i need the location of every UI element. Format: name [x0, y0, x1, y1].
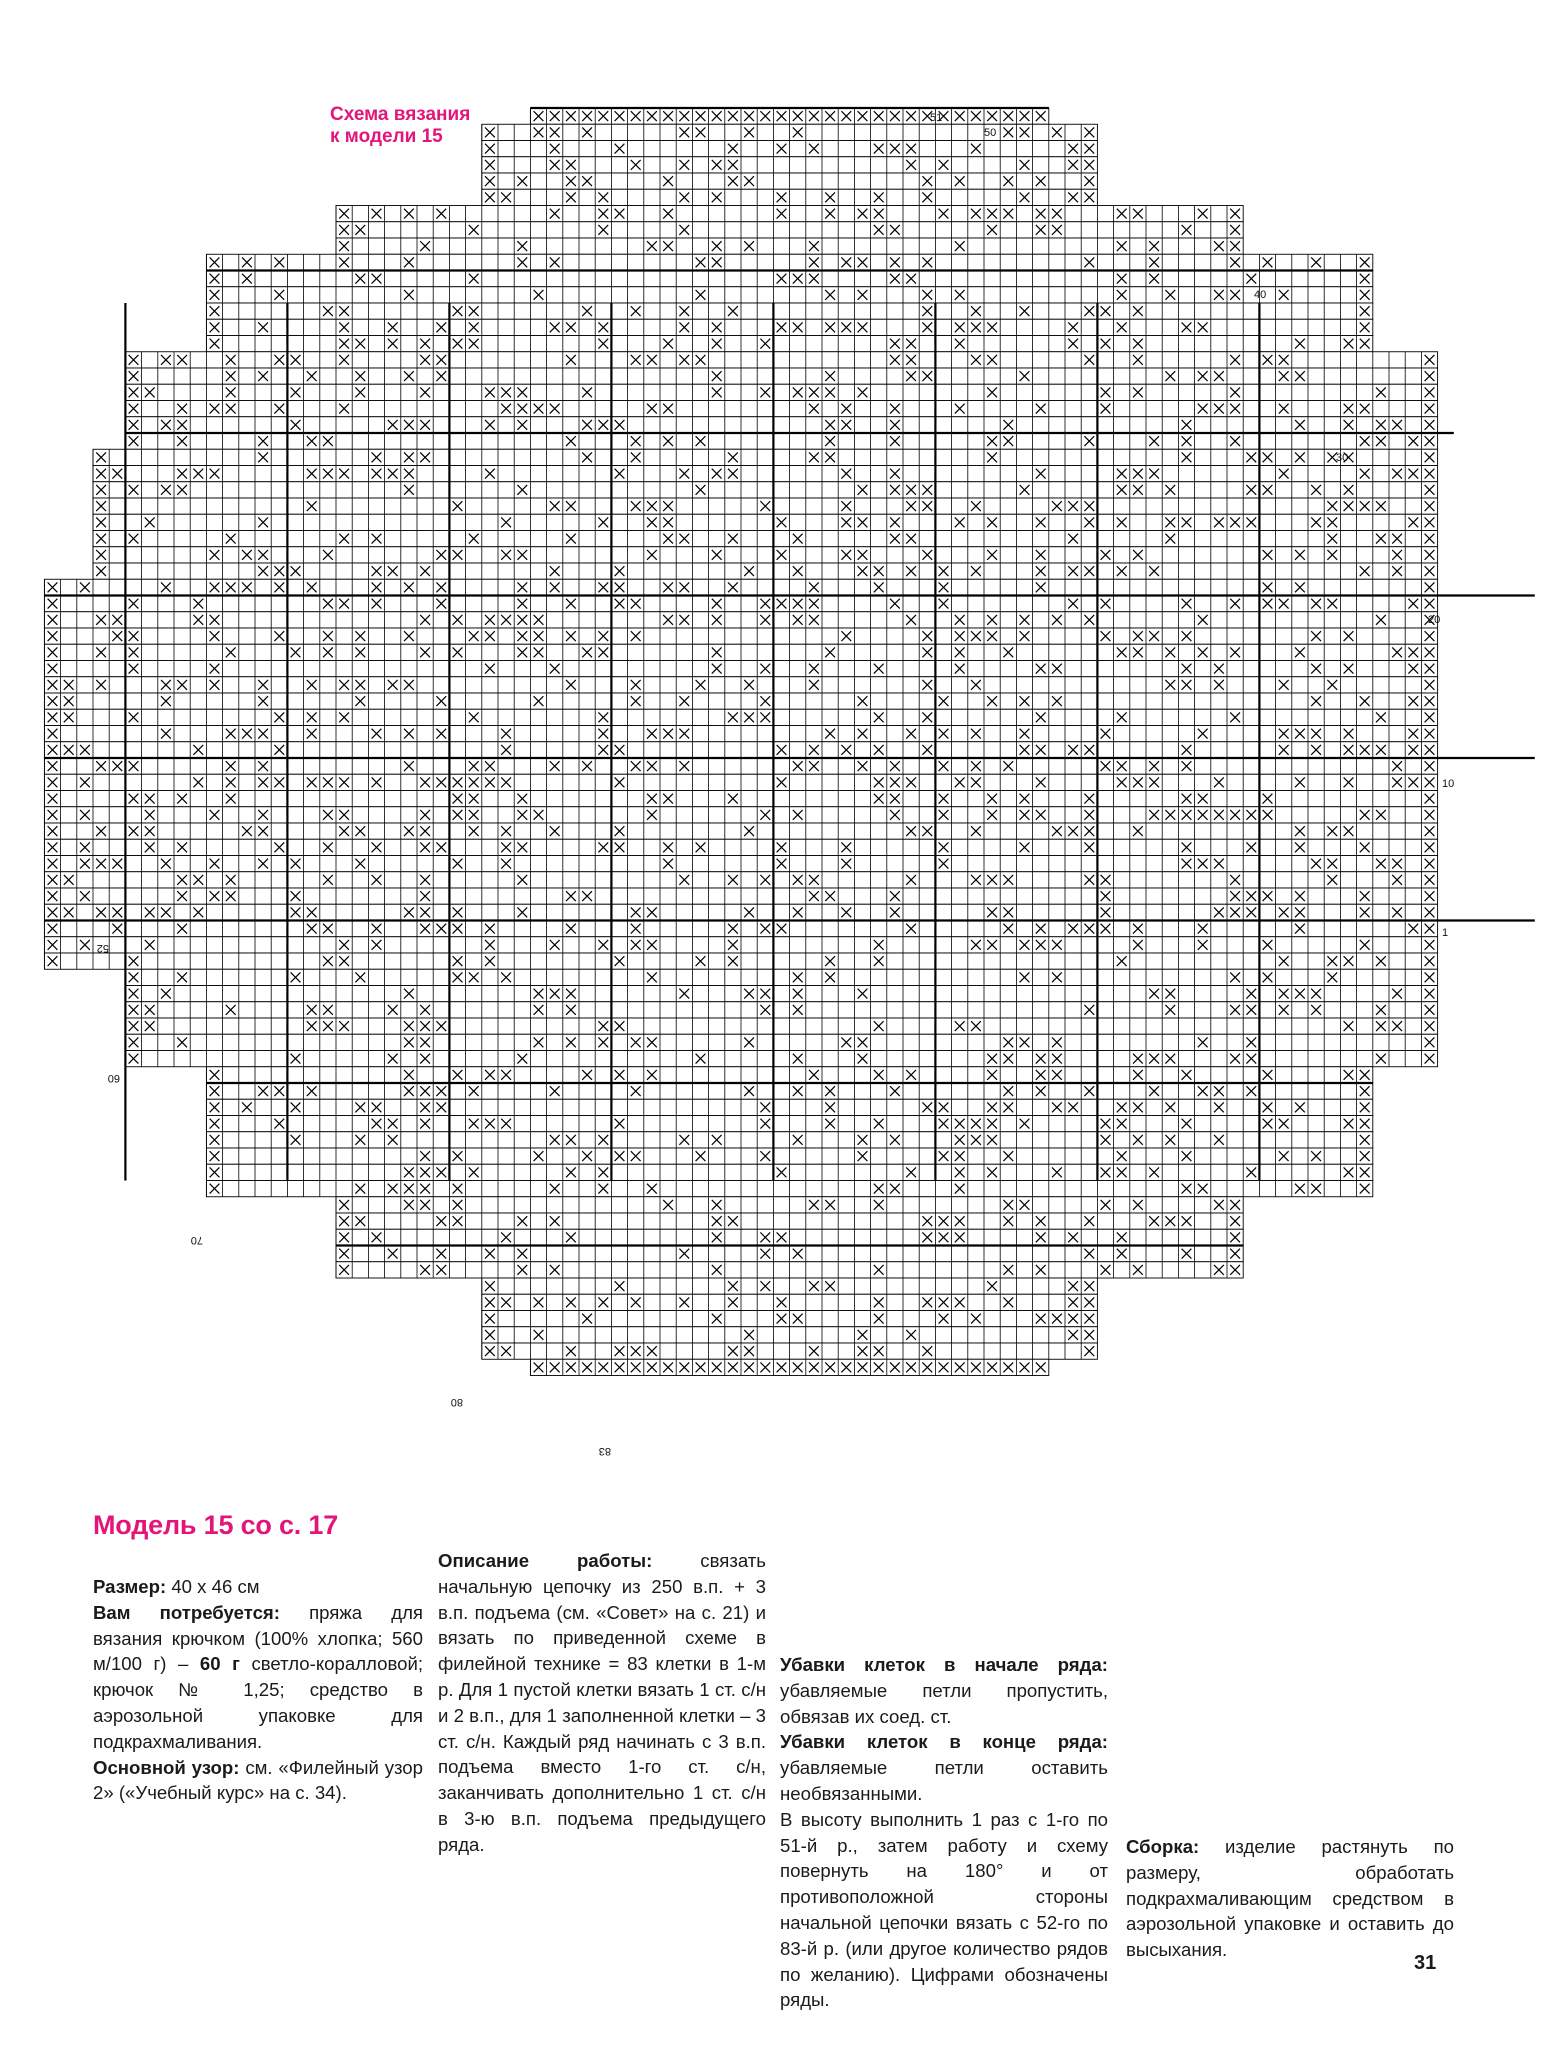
chart-row [93, 449, 1438, 465]
chart-row [125, 368, 1437, 384]
chart-row [125, 433, 1437, 449]
chart-row [125, 384, 1437, 400]
chart-row [93, 531, 1438, 547]
chart-row [125, 417, 1437, 433]
chart-row [125, 401, 1437, 417]
chart-row [93, 547, 1438, 563]
chart-row [93, 482, 1438, 498]
chart-row [125, 352, 1437, 368]
chart-row [93, 466, 1438, 482]
chart-caption-line-1: Схема вязания [330, 104, 471, 125]
chart-caption-line-2: к модели 15 [330, 126, 443, 147]
chart-cells [44, 108, 1437, 1376]
